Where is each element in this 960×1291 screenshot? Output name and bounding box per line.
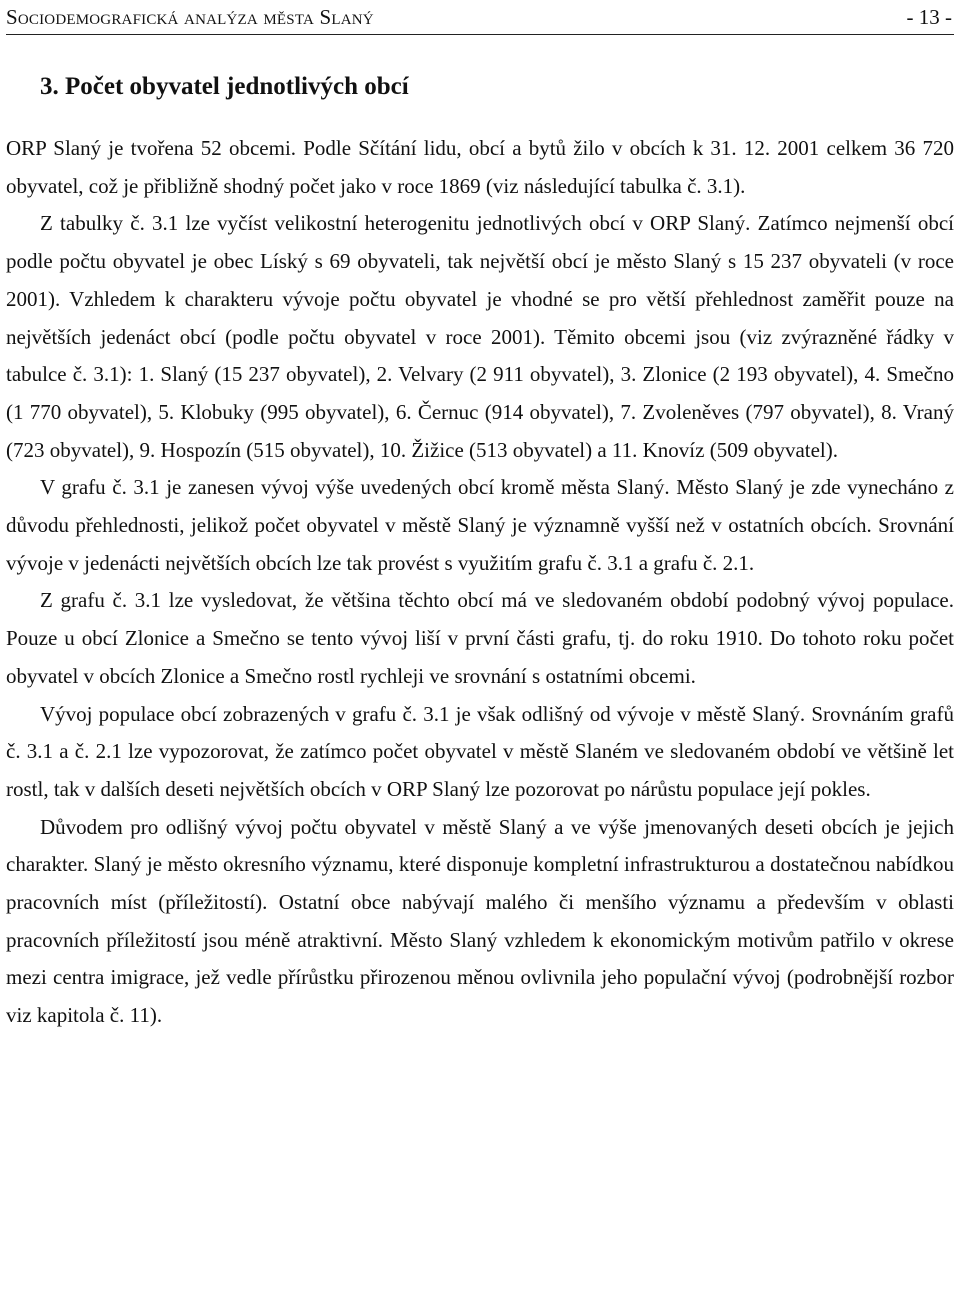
paragraph-3: V grafu č. 3.1 je zanesen vývoj výše uvedených obcí kromě města Slaný. Město Slaný je zde vynecháno z důvodu přehlednosti, jelikož počet obyvatel v městě Slaný je významně vyšší než v ostatních obcích. Srovnání vývoje v jedenácti největších obcích lze tak provést s využitím grafu č. 3.1 a grafu č. 2.1. (6, 475, 954, 575)
header-rule (6, 34, 954, 35)
paragraph-5: Vývoj populace obcí zobrazených v grafu č. 3.1 je však odlišný od vývoje v městě Slaný. Srovnáním grafů č. 3.1 a č. 2.1 lze vypozorovat, že zatímco počet obyvatel v městě Slaném ve sledovaném období ve většině let rostl, tak v dalších deseti největších obcích v ORP Slaný lze pozorovat po nárůstu populace její pokles. (6, 701, 954, 801)
body-text (6, 130, 954, 1035)
paragraph-6: Důvodem pro odlišný vývoj počtu obyvatel v městě Slaný a ve výše jmenovaných deseti obcích je jejich charakter. Slaný je město okresního významu, které disponuje kompletní infrastrukturou a dostatečnou nabídkou pracovních míst (příležitostí). Ostatní obce nabývají malého či menšího významu a především v oblasti pracovních příležitostí jsou méně atraktivní. Město Slaný vzhledem k ekonomickým motivům patřilo v okrese mezi centra imigrace, jež vedle přírůstku přirozenou měnou ovlivnila jeho populační vývoj (podrobnější rozbor viz kapitola č. 11). (6, 814, 954, 1028)
paragraph-2: Z tabulky č. 3.1 lze vyčíst velikostní heterogenitu jednotlivých obcí v ORP Slaný. Zatímco nejmenší obcí podle počtu obyvatel je obec Líský s 69 obyvateli, tak největší obcí je město Slaný s 15 237 obyvateli (v roce 2001). Vzhledem k charakteru vývoje počtu obyvatel je vhodné se pro větší přehlednost zaměřit pouze na největších jedenáct obcí (podle počtu obyvatel v roce 2001). Těmito obcemi jsou (viz zvýrazněné řádky v tabulce č. 3.1): 1. Slaný (15 237 obyvatel), 2. Velvary (2 911 obyvatel), 3. Zlonice (2 193 obyvatel), 4. Smečno (1 770 obyvatel), 5. Klobuky (995 obyvatel), 6. Černuc (914 obyvatel), 7. Zvoleněves (797 obyvatel), 8. Vraný (723 obyvatel), 9. Hospozín (515 obyvatel), 10. Žižice (513 obyvatel) a 11. Knovíz (509 obyvatel). (6, 211, 954, 462)
document-page (6, 0, 954, 1291)
header-title: Sociodemografická analýza města Slaný (6, 5, 374, 29)
section-title: 3. Počet obyvatel jednotlivých obcí (40, 73, 409, 100)
running-header (6, 2, 954, 32)
page-number: - 13 - (906, 5, 952, 29)
paragraph-1: ORP Slaný je tvořena 52 obcemi. Podle Sčítání lidu, obcí a bytů žilo v obcích k 31. 12. 2001 celkem 36 720 obyvatel, což je přibližně shodný počet jako v roce 1869 (viz následující tabulka č. 3.1). (6, 136, 954, 198)
paragraph-4: Z grafu č. 3.1 lze vysledovat, že většina těchto obcí má ve sledovaném období podobný vývoj populace. Pouze u obcí Zlonice a Smečno se tento vývoj liší v první části grafu, tj. do roku 1910. Do tohoto roku počet obyvatel v obcích Zlonice a Smečno rostl rychleji ve srovnání s ostatními obcemi. (6, 588, 954, 688)
